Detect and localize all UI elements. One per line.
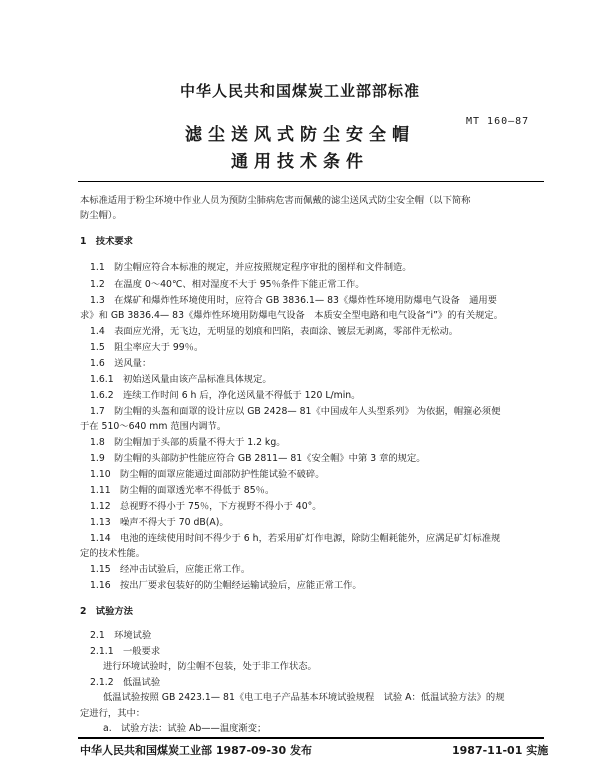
- clause-line: 1.13 噪声不得大于 70 dB(A)。: [90, 517, 229, 528]
- clause-line: 1.2 在温度 0～40℃、相对湿度不大于 95％条件下能正常工作。: [90, 279, 365, 290]
- header-divider: [78, 181, 544, 182]
- clause-line: 2.1.1 一般要求: [90, 646, 161, 657]
- clause-line: 1.1 防尘帽应符合本标准的规定，并应按照规定程序审批的图样和文件制造。: [90, 262, 412, 273]
- clause-line: 低温试验按照 GB 2423.1— 81《电工电子产品基本环境试验规程 试验 A：低温试验方法》的规: [103, 692, 505, 703]
- clause-line: 1.6.2 连续工作时间 6 h 后，净化送风量不得低于 120 L/min。: [90, 390, 361, 401]
- clause-line: 1.10 防尘帽的面罩应能通过面部防护性能试验不破碎。: [90, 469, 325, 480]
- clause-line: 1.7 防尘帽的头盔和面罩的设计应以 GB 2428— 81《中国成年人头型系列》 为依据，帽箍必须便: [90, 406, 501, 417]
- footer-divider: [78, 737, 544, 739]
- clause-line: 定进行，其中：: [80, 708, 146, 719]
- intro-line: 本标准适用于粉尘环境中作业人员为预防尘肺病危害而佩戴的滤尘送风式防尘安全帽（以下简称: [80, 195, 471, 206]
- clause-line: 1.8 防尘帽加于头部的质量不得大于 1.2 kg。: [90, 437, 286, 448]
- clause-line: 进行环境试验时，防尘帽不包装，处于非工作状态。: [103, 661, 317, 672]
- clause-line: 1.3 在煤矿和爆炸性环境使用时，应符合 GB 3836.1— 83《爆炸性环境用防爆电气设备 通用要: [90, 295, 497, 306]
- standard-number: MT 160—87: [466, 116, 530, 127]
- clause-line: a. 试验方法：试验 Ab——温度渐变；: [103, 723, 267, 734]
- intro-line: 防尘帽）。: [80, 210, 122, 221]
- clause-line: 1.16 按出厂要求包装好的防尘帽经运输试验后，应能正常工作。: [90, 580, 362, 591]
- issue-date: 中华人民共和国煤炭工业部 1987-09-30 发布: [80, 744, 313, 757]
- clause-line: 1.6 送风量：: [90, 358, 152, 369]
- clause-line: 求》和 GB 3836.4— 83《爆炸性环境用防爆电气设备 本质安全型电路和电气设备“i”》的有关规定。: [80, 310, 504, 321]
- clause-line: 定的技术性能。: [80, 548, 146, 559]
- clause-line: 2.1 环境试验: [90, 630, 152, 641]
- clause-line: 1.12 总视野不得小于 75％，下方视野不得小于 40°。: [90, 501, 322, 512]
- clause-line: 1.5 阻尘率应大于 99％。: [90, 342, 204, 353]
- clause-line: 1.14 电池的连续使用时间不得少于 6 h，若采用矿灯作电源，除防尘帽耗能外，应满足矿灯标准规: [90, 533, 501, 544]
- document-title-line2: 通用技术条件: [231, 152, 369, 172]
- effective-date: 1987-11-01 实施: [452, 744, 549, 757]
- section-heading: 1 技术要求: [80, 236, 133, 247]
- section-heading: 2 试验方法: [80, 606, 133, 617]
- clause-line: 1.11 防尘帽的面罩透光率不得低于 85％。: [90, 485, 275, 496]
- clause-line: 1.6.1 初始送风量由该产品标准具体规定。: [90, 374, 272, 385]
- issuing-organization: 中华人民共和国煤炭工业部部标准: [179, 82, 420, 100]
- clause-line: 1.9 防尘帽的头部防护性能应符合 GB 2811— 81《安全帽》中第 3 章的规定。: [90, 453, 426, 464]
- clause-line: 于在 510～640 mm 范围内调节。: [80, 421, 227, 432]
- clause-line: 2.1.2 低温试验: [90, 677, 161, 688]
- clause-line: 1.15 经冲击试验后，应能正常工作。: [90, 564, 251, 575]
- document-title-line1: 滤尘送风式防尘安全帽: [185, 125, 415, 145]
- clause-line: 1.4 表面应光滑，无飞边，无明显的划痕和凹陷，表面涂、镀层无剥离，零部件无松动。: [90, 326, 459, 337]
